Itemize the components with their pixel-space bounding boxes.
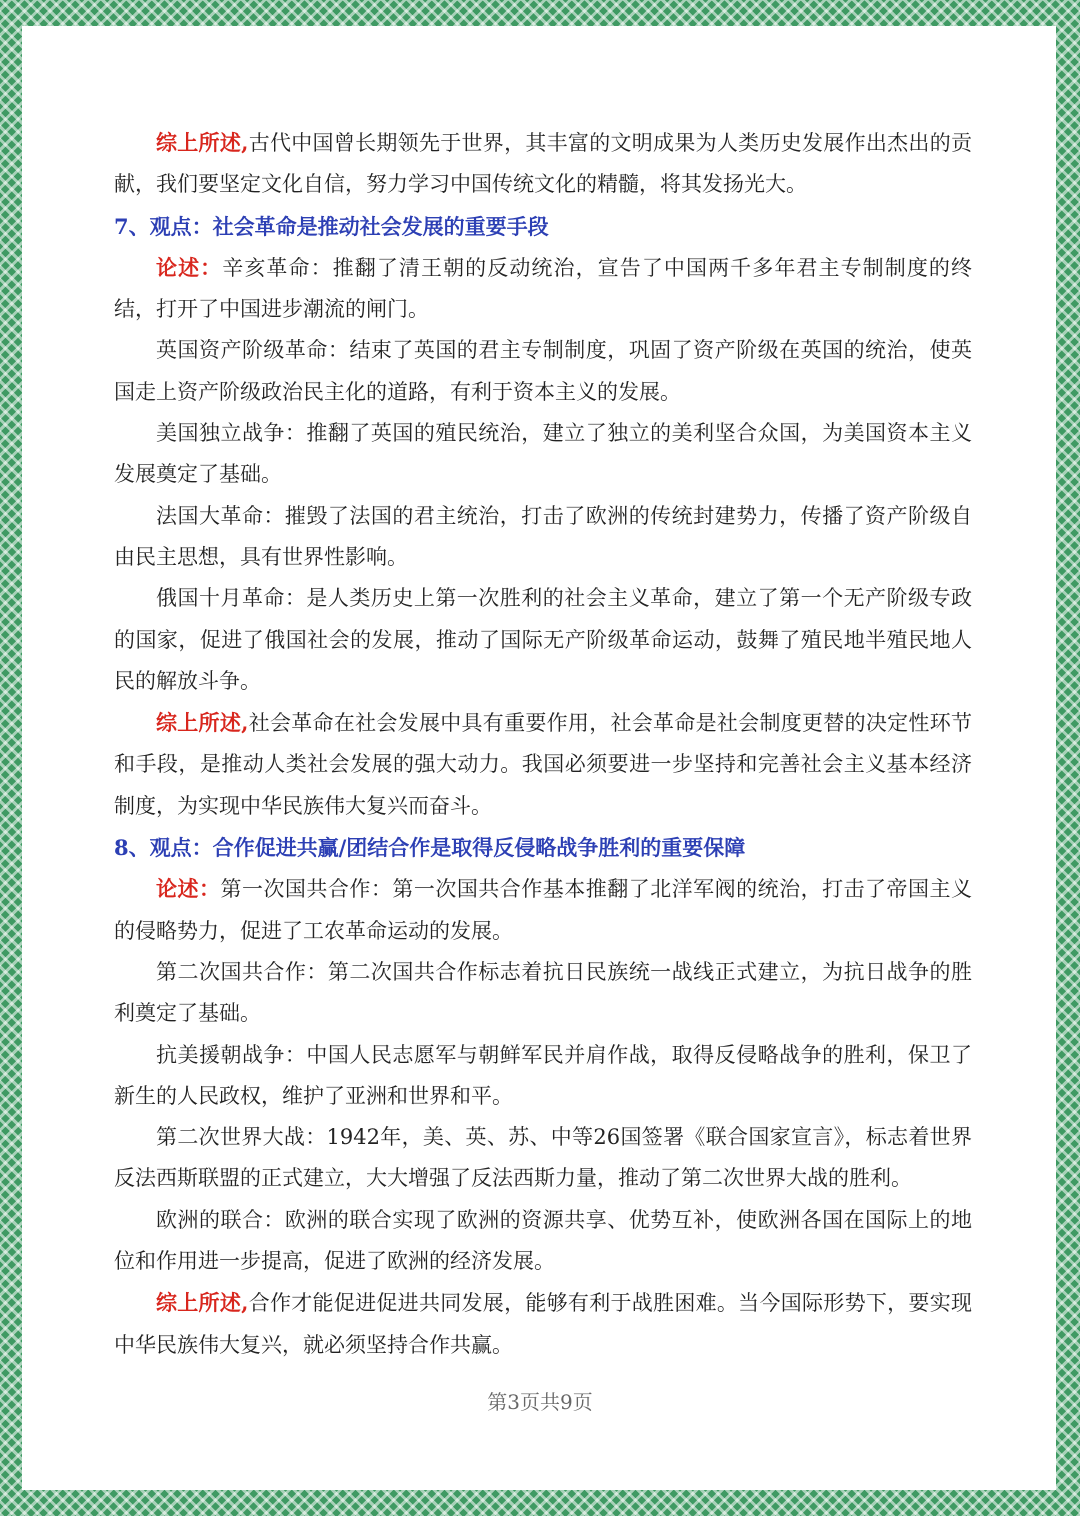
conclusion-label: 综上所述, — [156, 130, 249, 155]
section-heading-7: 7、观点：社会革命是推动社会发展的重要手段 — [114, 213, 549, 239]
conclusion-paragraph — [114, 702, 972, 827]
paragraph-text: 辛亥革命：推翻了清王朝的反动统治，宣告了中国两千多年君主专制制度的终结，打开了中国进步潮流的闸门。 — [114, 255, 972, 322]
document-page — [22, 26, 1056, 1490]
conclusion-paragraph — [114, 122, 972, 206]
paragraph: 法国大革命：摧毁了法国的君主统治，打击了欧洲的传统封建势力，传播了资产阶级自由民主思想，具有世界性影响。 — [114, 503, 972, 569]
page-number: 第3页共9页 — [487, 1390, 593, 1414]
section-heading-8: 8、观点：合作促进共赢/团结合作是取得反侵略战争胜利的重要保障 — [114, 835, 746, 861]
paragraph: 欧洲的联合：欧洲的联合实现了欧洲的资源共享、优势互补，使欧洲各国在国际上的地位和作用进一步提高，促进了欧洲的经济发展。 — [114, 1207, 972, 1274]
argument-label: 论述： — [156, 254, 223, 280]
paragraph: 俄国十月革命：是人类历史上第一次胜利的社会主义革命，建立了第一个无产阶级专政的国家，促进了俄国社会的发展，推动了国际无产阶级革命运动，鼓舞了殖民地半殖民地人民的解放斗争。 — [114, 586, 972, 693]
paragraph-text: 社会革命在社会发展中具有重要作用，社会革命是社会制度更替的决定性环节和手段，是推动人类社会发展的强大动力。我国必须要进一步坚持和完善社会主义基本经济制度，为实现中华民族伟大复兴而奋斗。 — [114, 711, 972, 818]
paragraph-text: 第一次国共合作：第一次国共合作基本推翻了北洋军阀的统治，打击了帝国主义的侵略势力，促进了工农革命运动的发展。 — [114, 877, 973, 943]
paragraph-text: 古代中国曾长期领先于世界，其丰富的文明成果为人类历史发展作出杰出的贡献，我们要坚定文化自信，努力学习中国传统文化的精髓，将其发扬光大。 — [114, 131, 972, 197]
paragraph-text: 合作才能促进促进共同发展，能够有利于战胜困难。当今国际形势下，要实现中华民族伟大复兴，就必须坚持合作共赢。 — [114, 1291, 972, 1357]
paragraph: 第二次世界大战：1942年，美、英、苏、中等26国签署《联合国家宣言》，标志着世界反法西斯联盟的正式建立，大大增强了反法西斯力量，推动了第二次世界大战的胜利。 — [114, 1125, 972, 1191]
paragraph: 第二次国共合作：第二次国共合作标志着抗日民族统一战线正式建立，为抗日战争的胜利奠定了基础。 — [114, 959, 972, 1026]
conclusion-paragraph — [114, 1282, 972, 1366]
argument-label: 论述： — [156, 876, 221, 902]
conclusion-label: 综上所述, — [156, 710, 249, 736]
paragraph: 英国资产阶级革命：结束了英国的君主专制制度，巩固了资产阶级在英国的统治，使英国走上资产阶级政治民主化的道路，有利于资本主义的发展。 — [114, 338, 972, 404]
paragraph: 美国独立战争：推翻了英国的殖民统治，建立了独立的美利坚合众国，为美国资本主义发展奠定了基础。 — [114, 421, 972, 487]
argument-paragraph — [114, 247, 972, 331]
argument-paragraph — [114, 868, 972, 952]
paragraph: 抗美援朝战争：中国人民志愿军与朝鲜军民并肩作战，取得反侵略战争的胜利，保卫了新生的人民政权，维护了亚洲和世界和平。 — [114, 1042, 972, 1108]
conclusion-label: 综上所述, — [156, 1290, 249, 1316]
document-body — [114, 122, 972, 1366]
